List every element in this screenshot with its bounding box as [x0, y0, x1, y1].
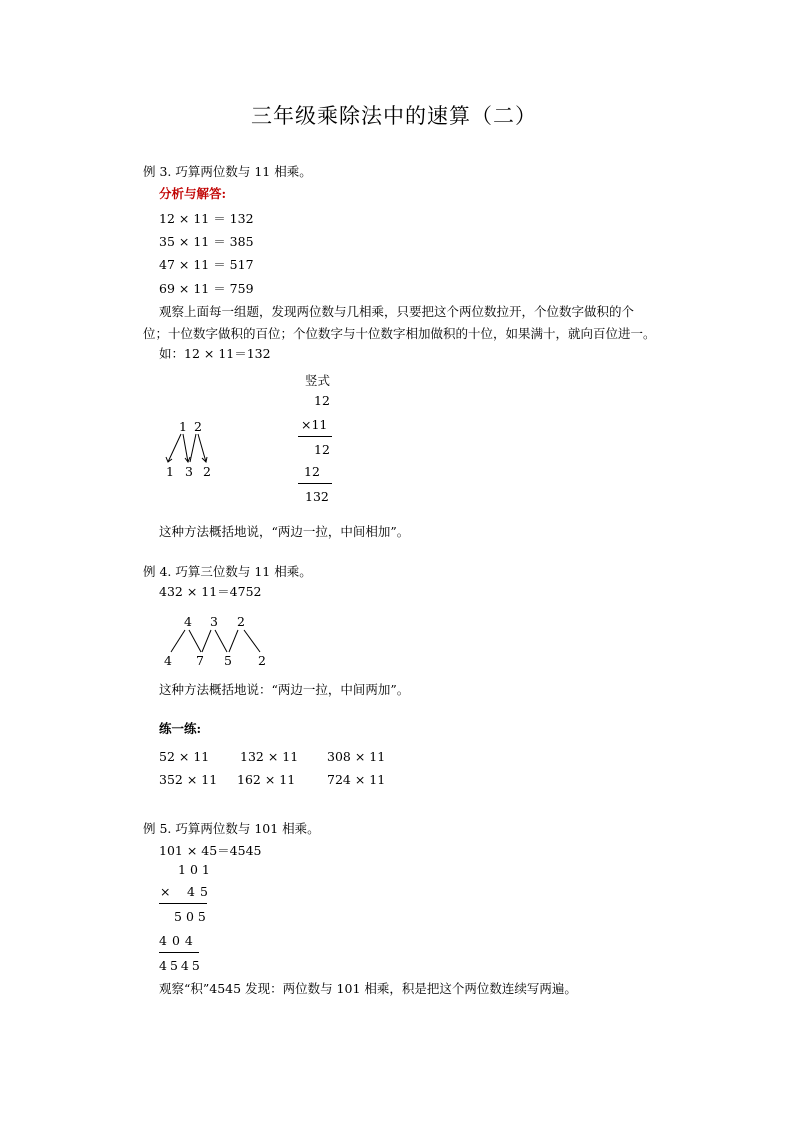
- split-digit-top: 2: [237, 614, 245, 629]
- vertical-partial-product: 12: [304, 464, 320, 479]
- practice-problem: 352 × 11: [159, 772, 218, 787]
- example-equation: 如：12 × 11＝132: [159, 346, 271, 361]
- vertical-label: 竖式: [305, 373, 331, 388]
- example-equation: 101 × 45＝4545: [159, 843, 262, 858]
- divider-line: [159, 952, 199, 953]
- vertical-multiplicand: 12: [314, 393, 330, 408]
- equation-line: 35 × 11 ＝ 385: [159, 234, 254, 249]
- split-digit-bottom: 3: [185, 464, 193, 479]
- analysis-label: 分析与解答:: [159, 186, 227, 201]
- vertical-product: 132: [305, 489, 329, 504]
- practice-problem: 162 × 11: [237, 772, 296, 787]
- equation-line: 12 × 11 ＝ 132: [159, 211, 254, 226]
- page-title: 三年级乘除法中的速算（二）: [251, 104, 537, 128]
- example-3-heading: 例 3. 巧算两位数与 11 相乘。: [143, 164, 312, 179]
- explanation-paragraph-line1: 观察上面每一组题，发现两位数与几相乘，只要把这个两位数拉开，个位数字做积的个: [159, 304, 635, 319]
- split-digit-top: 1: [179, 419, 187, 434]
- vertical-partial-product: 12: [314, 442, 330, 457]
- split-digit-bottom: 2: [203, 464, 211, 479]
- vertical-product: 4545: [159, 958, 203, 973]
- method-summary: 这种方法概括地说：“两边一拉，中间两加”。: [159, 682, 410, 697]
- split-digit-bottom: 4: [164, 653, 172, 668]
- example-equation: 432 × 11＝4752: [159, 584, 262, 599]
- practice-heading: 练一练:: [159, 721, 202, 736]
- equation-line: 47 × 11 ＝ 517: [159, 257, 254, 272]
- multiply-sign: ×: [160, 884, 171, 899]
- practice-problem: 132 × 11: [240, 749, 299, 764]
- split-digit-bottom: 1: [166, 464, 174, 479]
- divider-line: [159, 903, 207, 904]
- practice-problem: 724 × 11: [327, 772, 386, 787]
- split-digit-bottom: 5: [224, 653, 232, 668]
- example-4-heading: 例 4. 巧算三位数与 11 相乘。: [143, 564, 312, 579]
- method-summary: 这种方法概括地说，“两边一拉，中间相加”。: [159, 524, 410, 539]
- split-digit-top: 3: [210, 614, 218, 629]
- split-digit-top: 2: [194, 419, 202, 434]
- split-digit-bottom: 2: [258, 653, 266, 668]
- vertical-partial-product: 404: [159, 933, 198, 948]
- split-digit-bottom: 7: [196, 653, 204, 668]
- explanation-paragraph-line2: 位；十位数字做积的百位；个位数字与十位数字相加做积的十位，如果满十，就向百位进一。: [143, 326, 656, 341]
- practice-problem: 308 × 11: [327, 749, 386, 764]
- equation-line: 69 × 11 ＝ 759: [159, 281, 254, 296]
- split-digit-top: 4: [184, 614, 192, 629]
- practice-problem: 52 × 11: [159, 749, 210, 764]
- conclusion: 观察“积”4545 发现：两位数与 101 相乘，积是把这个两位数连续写两遍。: [159, 981, 577, 996]
- vertical-partial-product: 505: [174, 909, 210, 924]
- example-5-heading: 例 5. 巧算两位数与 101 相乘。: [143, 821, 320, 836]
- vertical-multiplicand: 101: [178, 862, 214, 877]
- vertical-multiplier: ×11: [301, 417, 328, 432]
- vertical-multiplier: 45: [187, 884, 213, 899]
